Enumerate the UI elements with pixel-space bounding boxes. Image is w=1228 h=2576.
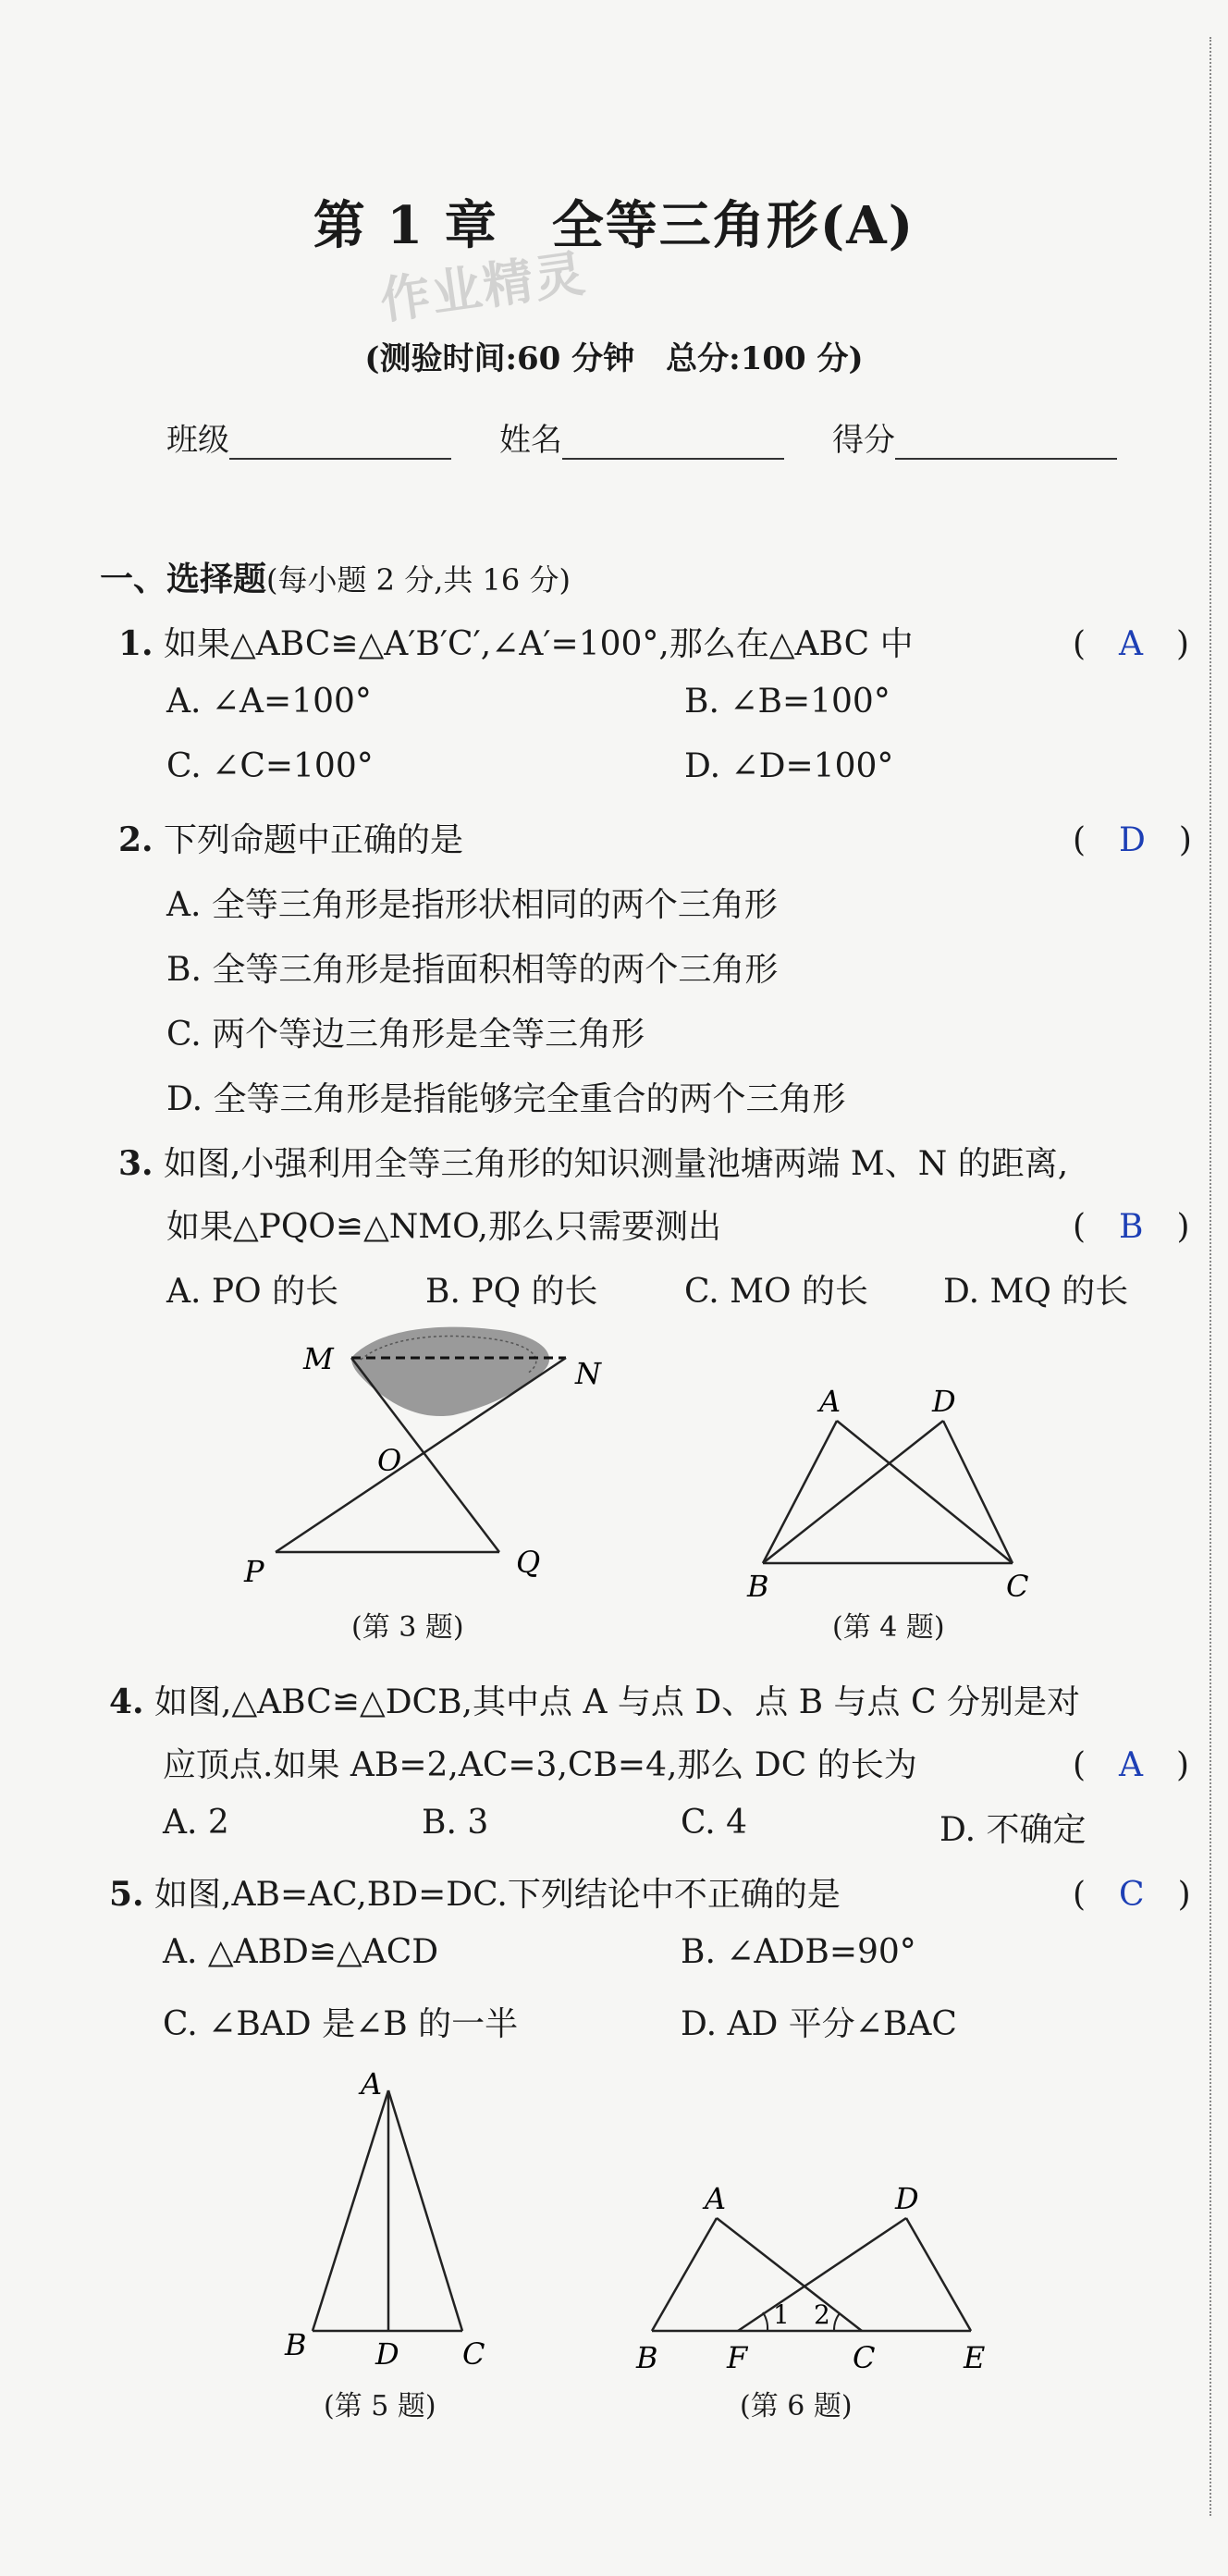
q1-option-a: A. ∠A=100° [166, 683, 372, 721]
q4-option-b: B. 3 [422, 1804, 489, 1842]
answer-3: B [1119, 1208, 1144, 1246]
label-a: A [705, 2181, 727, 2216]
figure-4-caption: (第 4 题) [832, 1611, 945, 1644]
figure-4-diagram [731, 1378, 1063, 1600]
q4-option-c: C. 4 [681, 1804, 748, 1842]
answer-2: D [1119, 821, 1146, 859]
figure-3-diagram [222, 1323, 610, 1600]
label-n: N [575, 1356, 601, 1391]
figure-3-caption: (第 3 题) [351, 1611, 464, 1644]
label-d: D [375, 2336, 399, 2372]
question-4-line-1: 4. 如图,△ABC≌△DCB,其中点 A 与点 D、点 B 与点 C 分别是对 [109, 1682, 1080, 1721]
q1-option-c: C. ∠C=100° [166, 747, 374, 785]
watermark-logo: 作业精灵 [376, 242, 590, 331]
label-o: O [377, 1443, 402, 1478]
label-d: D [895, 2181, 919, 2216]
label-b: B [636, 2340, 658, 2375]
q4-option-d: D. 不确定 [939, 1811, 1087, 1849]
q5-option-a: A. △ABD≌△ACD [163, 1933, 439, 1971]
name-field[interactable]: 姓名 [499, 414, 784, 460]
label-q: Q [516, 1545, 541, 1580]
exam-subtitle: (测验时间:60 分钟 总分:100 分) [364, 340, 864, 377]
q2-option-a: A. 全等三角形是指形状相同的两个三角形 [166, 886, 778, 924]
answer-paren-4: ( A ) [1073, 1746, 1190, 1784]
figure-5-diagram [268, 2063, 509, 2377]
q2-option-b: B. 全等三角形是指面积相等的两个三角形 [166, 951, 779, 989]
pond-shape [351, 1327, 549, 1416]
q3-option-a: A. PO 的长 [166, 1273, 339, 1311]
label-a: A [361, 2066, 383, 2101]
angle-2-label: 2 [814, 2299, 830, 2330]
angle-1-arc [763, 2312, 768, 2331]
label-c: C [1006, 1569, 1029, 1600]
label-d: D [932, 1384, 956, 1419]
label-c: C [853, 2340, 876, 2375]
answer-paren-1: ( A ) [1073, 625, 1190, 663]
angle-1-label: 1 [773, 2299, 790, 2330]
answer-paren-3: ( B ) [1073, 1208, 1190, 1246]
label-c: C [462, 2336, 485, 2372]
angle-2-arc [834, 2313, 840, 2331]
label-a: A [819, 1384, 841, 1419]
answer-paren-5: ( C ) [1073, 1876, 1191, 1914]
figure-6-caption: (第 6 题) [740, 2390, 853, 2422]
question-3-line-2: 如果△PQO≌△NMO,那么只需要测出 [166, 1208, 721, 1246]
chapter-title: 第 1 章 全等三角形(A) [313, 195, 915, 256]
score-field[interactable]: 得分 [832, 414, 1117, 460]
answer-4: A [1119, 1746, 1144, 1784]
q2-option-d: D. 全等三角形是指能够完全重合的两个三角形 [166, 1080, 846, 1118]
answer-5: C [1119, 1876, 1145, 1914]
q5-option-b: B. ∠ADB=90° [681, 1933, 916, 1971]
q2-option-c: C. 两个等边三角形是全等三角形 [166, 1016, 645, 1054]
q3-option-b: B. PQ 的长 [425, 1273, 598, 1311]
q3-option-c: C. MO 的长 [684, 1273, 868, 1311]
q1-option-b: B. ∠B=100° [684, 683, 890, 721]
q1-option-d: D. ∠D=100° [684, 747, 894, 785]
label-m: M [303, 1341, 334, 1376]
page-edge-dotted-line [1210, 37, 1211, 2516]
q4-option-a: A. 2 [163, 1804, 229, 1842]
q3-option-d: D. MQ 的长 [943, 1273, 1129, 1311]
class-field[interactable]: 班级 [166, 414, 451, 460]
figure-5-caption: (第 5 题) [324, 2390, 436, 2422]
label-p: P [244, 1554, 264, 1589]
label-e: E [964, 2340, 986, 2375]
question-4-line-2: 应顶点.如果 AB=2,AC=3,CB=4,那么 DC 的长为 [163, 1746, 917, 1784]
label-b: B [285, 2327, 307, 2362]
q5-option-d: D. AD 平分∠BAC [681, 2005, 957, 2043]
answer-paren-2: ( D ) [1073, 821, 1192, 859]
section-header: 一、选择题(每小题 2 分,共 16 分) [100, 560, 571, 598]
question-2: 2. 下列命题中正确的是 [118, 820, 464, 859]
question-1: 1. 如果△ABC≌△A′B′C′,∠A′=100°,那么在△ABC 中 [118, 624, 914, 663]
label-b: B [747, 1569, 769, 1600]
q5-option-c: C. ∠BAD 是∠B 的一半 [163, 2005, 519, 2043]
answer-1: A [1119, 625, 1144, 663]
figure-6-diagram [629, 2164, 1017, 2377]
label-f: F [727, 2340, 748, 2375]
question-5: 5. 如图,AB=AC,BD=DC.下列结论中不正确的是 [109, 1875, 841, 1914]
question-3-line-1: 3. 如图,小强利用全等三角形的知识测量池塘两端 M、N 的距离, [118, 1144, 1069, 1183]
